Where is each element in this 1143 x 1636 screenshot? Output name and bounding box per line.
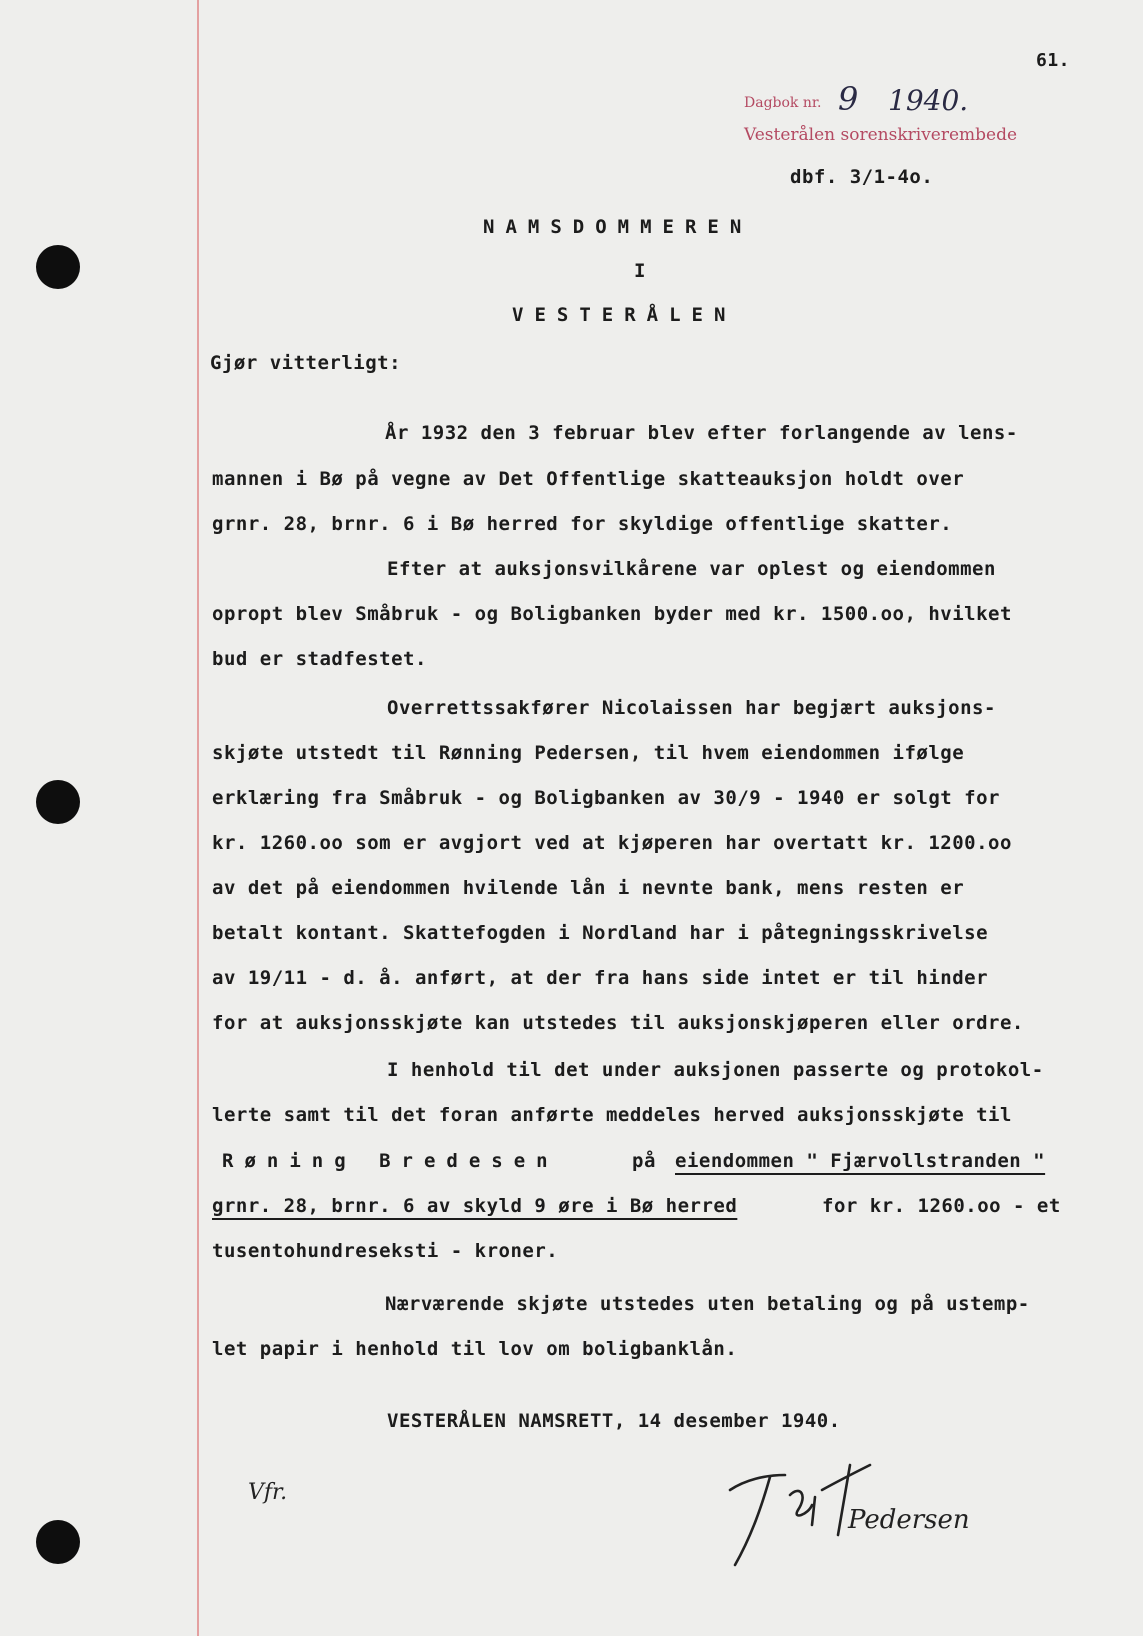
body-line: kr. 1260.oo som er avgjort ved at kjøperen har overtatt kr. 1200.oo (212, 832, 1012, 854)
body-line: År 1932 den 3 februar blev efter forlangende av lens- (385, 422, 1018, 444)
closing-line: Nærværende skjøte utstedes uten betaling og på ustemp- (385, 1293, 1030, 1315)
body-line: opropt blev Småbruk - og Boligbanken byder med kr. 1500.oo, hvilket (212, 603, 1012, 625)
body-line: av det på eiendommen hvilende lån i nevnte bank, mens resten er (212, 877, 965, 899)
property-name: eiendommen " Fjærvollstranden " (675, 1150, 1046, 1172)
heading-line-1: NAMSDOMMEREN (483, 216, 753, 238)
punch-hole (36, 1520, 80, 1564)
place-date: VESTERÅLEN NAMSRETT, 14 desember 1940. (387, 1410, 841, 1432)
body-line: lerte samt til det foran anførte meddeles herved auksjonsskjøte til (212, 1104, 1012, 1126)
body-line: Efter at auksjonsvilkårene var oplest og eiendommen (387, 558, 996, 580)
margin-line (197, 0, 199, 1636)
signature-name: Pedersen (848, 1505, 970, 1535)
body-line: bud er stadfestet. (212, 648, 427, 670)
buyer-prefix: på (632, 1150, 656, 1172)
body-line: grnr. 28, brnr. 6 i Bø herred for skyldige offentlige skatter. (212, 513, 953, 535)
stamp-office: Vesterålen sorenskriverembede (744, 125, 1018, 145)
body-line: Overrettssakfører Nicolaissen har begjært auksjons- (387, 697, 996, 719)
price-in-words: tusentohundreseksti - kroner. (212, 1240, 559, 1262)
cadastre-reference: grnr. 28, brnr. 6 av skyld 9 øre i Bø herred (212, 1195, 738, 1217)
punch-hole (36, 780, 80, 824)
heading-line-3: VESTERÅLEN (512, 304, 737, 326)
body-line: skjøte utstedt til Rønning Pedersen, til hvem eiendommen ifølge (212, 742, 965, 764)
dbf-reference: dbf. 3/1-4o. (790, 166, 934, 188)
punch-hole (36, 245, 80, 289)
body-line: I henhold til det under auksjonen passerte og protokol- (387, 1059, 1044, 1081)
buyer-name: Røning Bredesen (222, 1150, 559, 1172)
body-line: erklæring fra Småbruk - og Boligbanken av 30/9 - 1940 er solgt for (212, 787, 1000, 809)
stamp-dagbok-number: 9 (838, 80, 859, 118)
initials: Vfr. (248, 1480, 288, 1505)
closing-line: let papir i henhold til lov om boligbanklån. (212, 1338, 738, 1360)
stamp-dagbok-label: Dagbok nr. (744, 95, 822, 111)
heading-line-2: I (634, 260, 646, 282)
body-line: for at auksjonsskjøte kan utstedes til auksjonskjøperen eller ordre. (212, 1012, 1024, 1034)
salutation: Gjør vitterligt: (210, 352, 402, 374)
stamp-year: 1940. (888, 84, 969, 117)
price: for kr. 1260.oo - et (822, 1195, 1061, 1217)
page-number: 61. (1036, 50, 1071, 71)
body-line: mannen i Bø på vegne av Det Offentlige skatteauksjon holdt over (212, 468, 965, 490)
body-line: av 19/11 - d. å. anført, at der fra hans side intet er til hinder (212, 967, 989, 989)
body-line: betalt kontant. Skattefogden i Nordland har i påtegningsskrivelse (212, 922, 989, 944)
